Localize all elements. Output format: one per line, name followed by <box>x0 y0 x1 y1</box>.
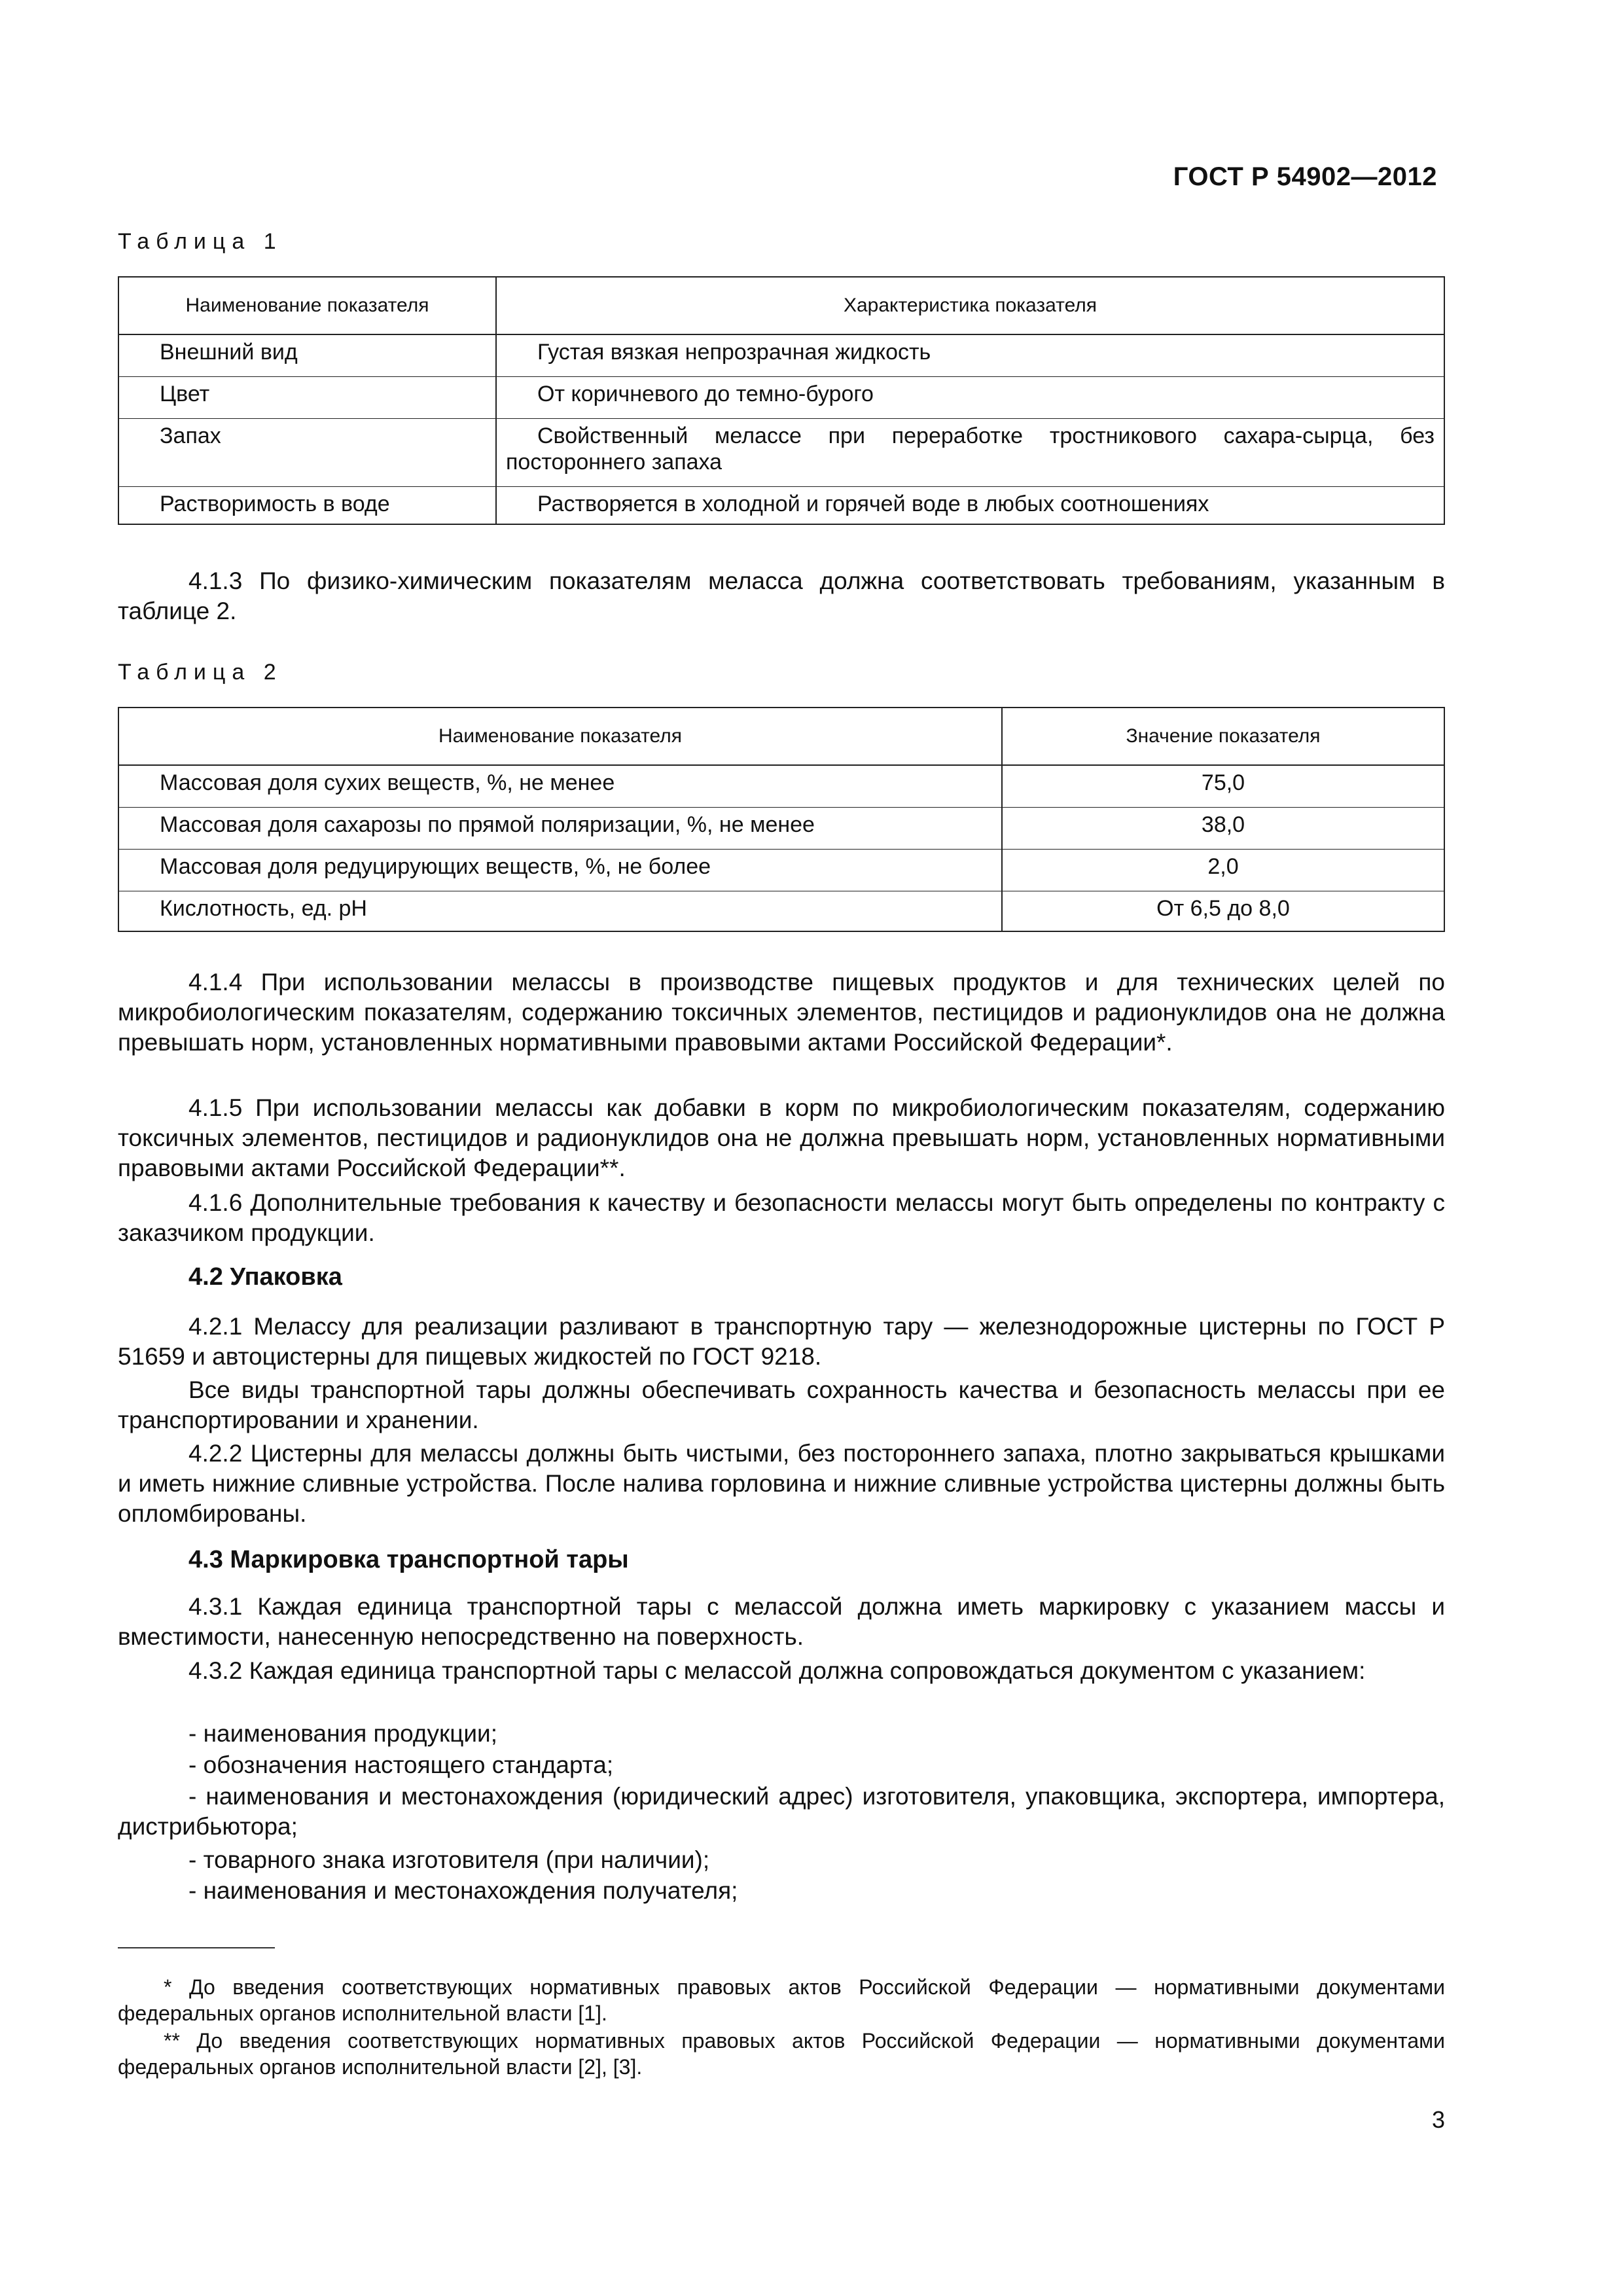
paragraph-4-2-1-continued: Все виды транспортной тары должны обеспечивать сохранность качества и безопасность мелассы при ее транспортировании и хранении. <box>118 1376 1445 1433</box>
list-item: - наименования и местонахождения (юридический адрес) изготовителя, упаковщика, экспортера, импортера, дистрибьютора; <box>118 1783 1445 1840</box>
table1-caption: Таблица 1 <box>118 229 283 254</box>
table-cell: 38,0 <box>1002 807 1444 849</box>
section-heading-4-3: 4.3 Маркировка транспортной тары <box>188 1546 629 1573</box>
table-row <box>118 334 1444 376</box>
table-row <box>118 765 1444 807</box>
list-item: - наименования и местонахождения получателя; <box>188 1877 738 1904</box>
table-row <box>118 891 1444 931</box>
footnote-divider <box>118 1947 275 1948</box>
paragraph-4-3-1: 4.3.1 Каждая единица транспортной тары с мелассой должна иметь маркировку с указанием массы и вместимости, нанесенную непосредственно на поверхность. <box>118 1593 1445 1650</box>
table-cell: Внешний вид <box>118 334 496 376</box>
table2-header-name: Наименование показателя <box>118 708 1002 765</box>
table-cell: Цвет <box>118 376 496 418</box>
paragraph-4-1-4: 4.1.4 При использовании мелассы в производстве пищевых продуктов и для технических целей по микробиологическим показателям, содержанию токсичных элементов, пестицидов и радионуклидов она не должна превышать норм, установленных нормативными правовыми актами Российской Федерации*. <box>118 969 1445 1056</box>
table-row <box>118 418 1444 486</box>
table2-header-value: Значение показателя <box>1002 708 1444 765</box>
list-item: - наименования продукции; <box>188 1720 498 1747</box>
table-cell-text: Растворяется в холодной и горячей воде в любых соотношениях <box>537 491 1209 516</box>
table-cell: Массовая доля сухих веществ, %, не менее <box>118 765 1002 807</box>
table-cell: Растворимость в воде <box>118 486 496 524</box>
paragraph-4-1-5: 4.1.5 При использовании мелассы как добавки в корм по микробиологическим показателям, содержанию токсичных элементов, пестицидов и радионуклидов она не должна превышать норм, установленных нормативными правовыми актами Российской Федерации**. <box>118 1094 1445 1181</box>
paragraph-4-2-2: 4.2.2 Цистерны для мелассы должны быть чистыми, без постороннего запаха, плотно закрываться крышками и иметь нижние сливные устройства. После налива горловина и нижние сливные устройства цистерны должны быть опломбированы. <box>118 1440 1445 1527</box>
paragraph-4-3-2: 4.3.2 Каждая единица транспортной тары с мелассой должна сопровождаться документом с указанием: <box>188 1657 1366 1684</box>
table1 <box>118 276 1445 525</box>
table-row <box>118 376 1444 418</box>
footnote-1: * До введения соответствующих нормативных правовых актов Российской Федерации — нормативными документами федеральных органов исполнительной власти [1]. <box>118 1975 1445 2025</box>
table2-caption: Таблица 2 <box>118 660 283 685</box>
table-cell: От 6,5 до 8,0 <box>1002 891 1444 931</box>
table-row <box>118 486 1444 524</box>
table-cell <box>496 334 1444 376</box>
paragraph-4-2-1: 4.2.1 Мелассу для реализации разливают в транспортную тару — железнодорожные цистерны по ГОСТ Р 51659 и автоцистерны для пищевых жидкостей по ГОСТ 9218. <box>118 1313 1445 1370</box>
table-row <box>118 807 1444 849</box>
paragraph-4-1-6: 4.1.6 Дополнительные требования к качеству и безопасности мелассы могут быть определены по контракту с заказчиком продукции. <box>118 1189 1445 1246</box>
table2 <box>118 707 1445 932</box>
table-cell <box>496 376 1444 418</box>
table-cell: 2,0 <box>1002 849 1444 891</box>
table-cell: Запах <box>118 418 496 486</box>
table1-header-characteristic: Характеристика показателя <box>496 277 1444 334</box>
table-cell: Свойственный мелассе при переработке тростникового сахара-сырца, без постороннего запаха <box>496 418 1444 486</box>
footnote-2: ** До введения соответствующих нормативных правовых актов Российской Федерации — нормативными документами федеральных органов исполнительной власти [2], [3]. <box>118 2029 1445 2079</box>
table-cell-text: От коричневого до темно-бурого <box>537 381 874 406</box>
list-item: - обозначения настоящего стандарта; <box>188 1751 614 1778</box>
table1-header-name: Наименование показателя <box>118 277 496 334</box>
table-cell <box>496 486 1444 524</box>
page-number: 3 <box>1431 2106 1445 2133</box>
table-row <box>118 849 1444 891</box>
table-cell: Кислотность, ед. pH <box>118 891 1002 931</box>
paragraph-4-1-3: 4.1.3 По физико-химическим показателям меласса должна соответствовать требованиям, указанным в таблице 2. <box>118 567 1445 624</box>
document-id: ГОСТ Р 54902—2012 <box>1173 162 1437 191</box>
section-heading-4-2: 4.2 Упаковка <box>188 1263 342 1291</box>
table-cell: Массовая доля сахарозы по прямой поляризации, %, не менее <box>118 807 1002 849</box>
list-item: - товарного знака изготовителя (при наличии); <box>188 1846 710 1873</box>
table-cell-text: Густая вязкая непрозрачная жидкость <box>537 340 931 365</box>
table-cell: Массовая доля редуцирующих веществ, %, не более <box>118 849 1002 891</box>
table-cell: 75,0 <box>1002 765 1444 807</box>
